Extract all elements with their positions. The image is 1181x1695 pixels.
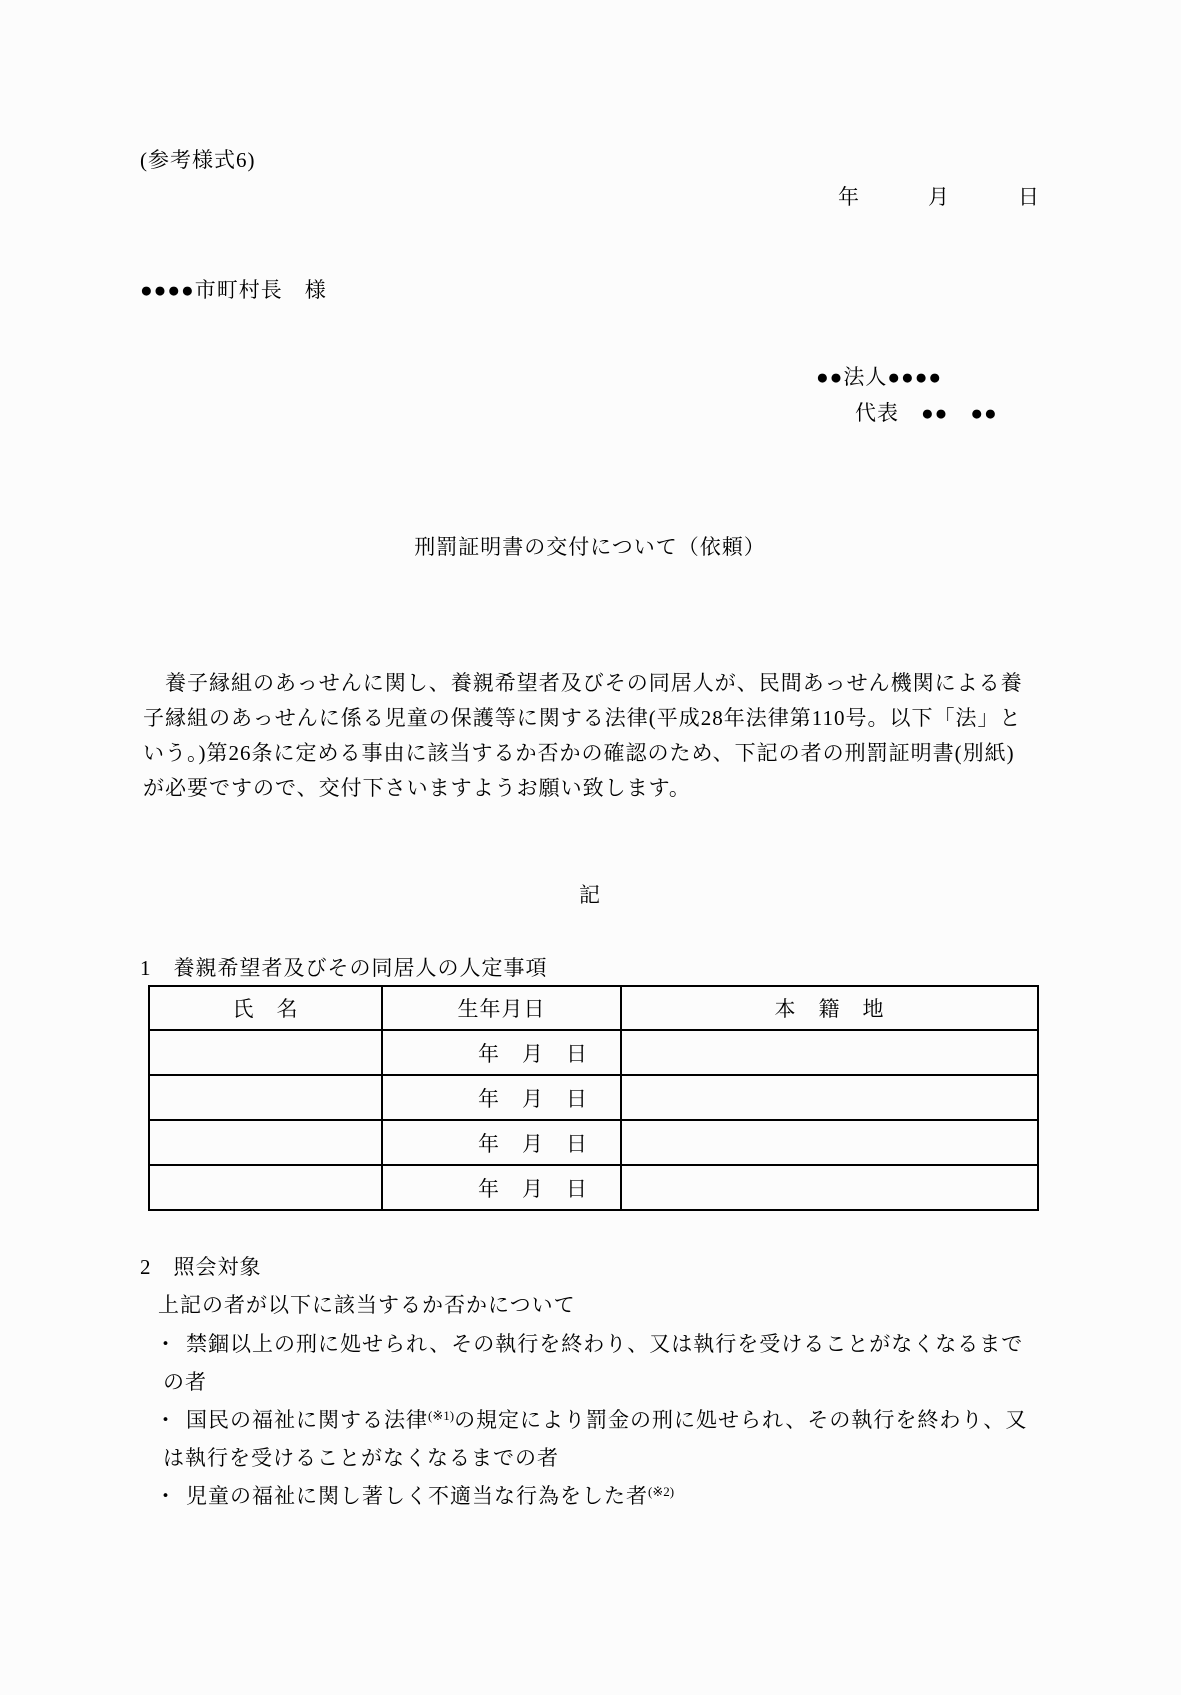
ki-marker: 記	[579, 883, 601, 907]
sender-representative: 代表 ●● ●●	[855, 401, 998, 425]
table-row	[149, 1075, 1038, 1120]
bullet-icon: ・	[155, 1408, 177, 1432]
header-birthdate: 生年月日	[382, 986, 621, 1030]
registry-cell	[621, 1165, 1038, 1210]
body-paragraph	[143, 666, 1063, 806]
list-item	[155, 1401, 1045, 1477]
date-year-label: 年	[838, 185, 860, 209]
table-header-row	[149, 986, 1038, 1030]
list-item	[155, 1325, 1045, 1401]
document-title: 刑罰証明書の交付について（依頼）	[414, 535, 766, 559]
addressee-line: ●●●●市町村長 様	[140, 278, 327, 302]
section1-heading: 1 養親希望者及びその同居人の人定事項	[140, 956, 548, 980]
birthdate-cell: 年 月 日	[382, 1120, 621, 1165]
reference-form-label: (参考様式6)	[140, 148, 256, 172]
registry-cell	[621, 1120, 1038, 1165]
bullet-icon: ・	[155, 1484, 177, 1508]
table-row	[149, 1120, 1038, 1165]
sender-organization: ●●法人●●●●	[816, 365, 943, 389]
date-month-label: 月	[928, 185, 950, 209]
birthdate-cell: 年 月 日	[382, 1030, 621, 1075]
body-line: いう。)第26条に定める事由に該当するか否かの確認のため、下記の者の刑罰証明書(別紙)	[143, 741, 1015, 765]
name-cell	[149, 1120, 382, 1165]
body-line: 養子縁組のあっせんに関し、養親希望者及びその同居人が、民間あっせん機関による養	[143, 671, 1023, 695]
birthdate-cell: 年 月 日	[382, 1075, 621, 1120]
header-name: 氏 名	[149, 986, 382, 1030]
name-cell	[149, 1030, 382, 1075]
bullet-text: 国民の福祉に関する法律$^{(※1)}$の規定により罰金の刑に処せられ、その執行を終わり、又は執行を受けることがなくなるまでの者	[163, 1408, 1028, 1470]
identity-table	[148, 985, 1039, 1211]
name-cell	[149, 1075, 382, 1120]
name-cell	[149, 1165, 382, 1210]
section2-intro: 上記の者が以下に該当するか否かについて	[158, 1293, 576, 1317]
registry-cell	[621, 1075, 1038, 1120]
bullet-text: 禁錮以上の刑に処せられ、その執行を終わり、又は執行を受けることがなくなるまでの者	[163, 1332, 1024, 1394]
body-line: が必要ですので、交付下さいますようお願い致します。	[143, 776, 691, 800]
inquiry-bullet-list	[155, 1325, 1045, 1515]
birthdate-cell: 年 月 日	[382, 1165, 621, 1210]
body-line: 子縁組のあっせんに係る児童の保護等に関する法律(平成28年法律第110号。以下「法」と	[143, 706, 1022, 730]
header-registry: 本 籍 地	[621, 986, 1038, 1030]
section2-heading: 2 照会対象	[140, 1255, 262, 1279]
table-row	[149, 1030, 1038, 1075]
bullet-text: 児童の福祉に関し著しく不適当な行為をした者$^{(※2)}$	[186, 1484, 675, 1508]
registry-cell	[621, 1030, 1038, 1075]
bullet-icon: ・	[155, 1332, 177, 1356]
table-row	[149, 1165, 1038, 1210]
list-item	[155, 1477, 1045, 1515]
date-day-label: 日	[1018, 185, 1040, 209]
date-line	[838, 181, 1040, 211]
